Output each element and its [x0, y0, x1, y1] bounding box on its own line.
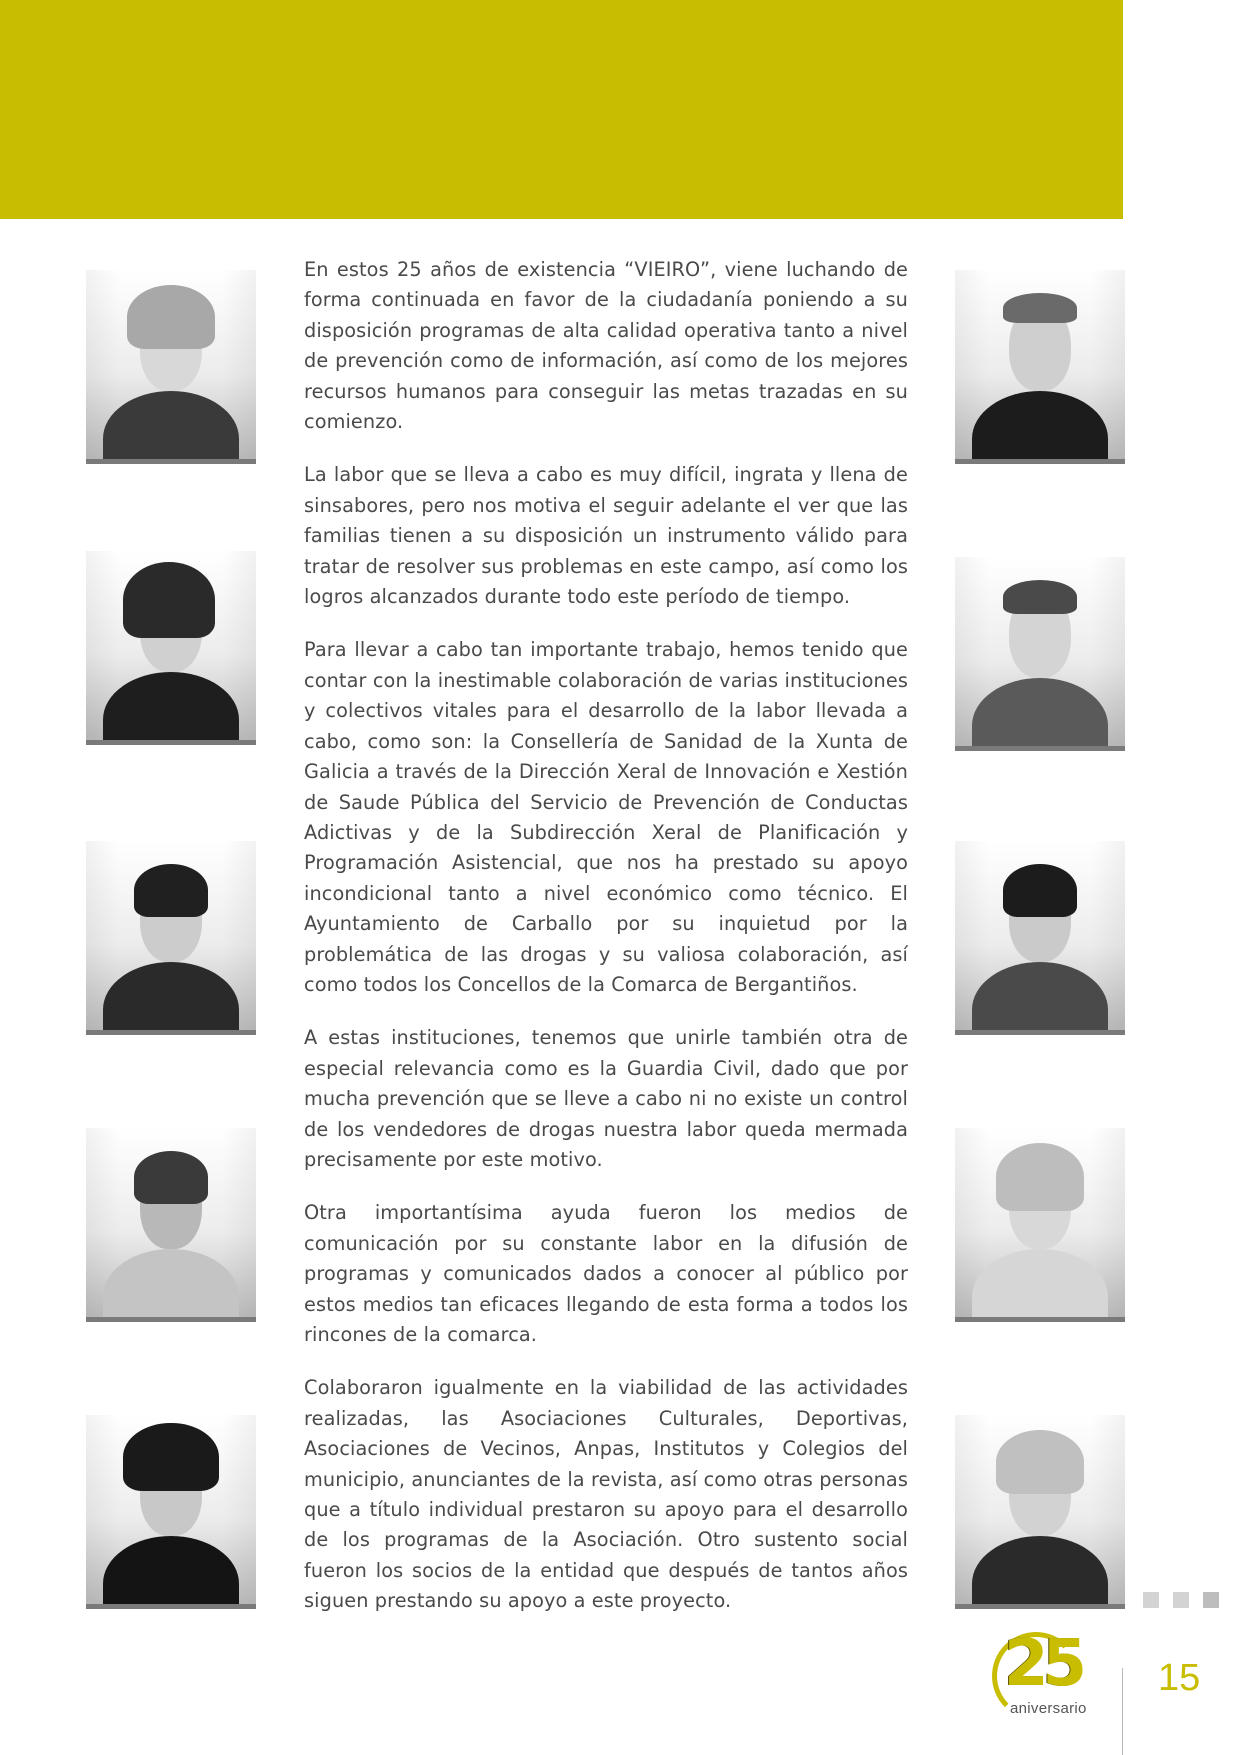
portrait-photo-left-1: [86, 270, 256, 464]
logo-number: 25: [1004, 1627, 1082, 1701]
portrait-photo-right-3: [955, 841, 1125, 1035]
portrait-photo-left-3: [86, 841, 256, 1035]
paragraph: Otra importantísima ayuda fueron los medios de comunicación por su constante labor en la difusión de programas y comunicados dados a conocer al público por estos medios tan eficaces llegando de esta forma a todos los rincones de la comarca.: [304, 1201, 908, 1346]
anniversary-logo: [992, 1628, 1102, 1720]
portrait-photo-right-2: [955, 557, 1125, 751]
portrait-photo-right-5: [955, 1415, 1125, 1609]
portrait-photo-right-4: [955, 1128, 1125, 1322]
logo-word: aniversario: [1010, 1700, 1087, 1717]
paragraph: La labor que se lleva a cabo es muy difícil, ingrata y llena de sinsabores, pero nos motiva el seguir adelante el ver que las familias tienen a su disposición un instrumento válido para tratar de resolver sus problemas en este campo, así como los logros alcanzados durante todo este período de tiempo.: [304, 463, 908, 609]
paragraph: Colaboraron igualmente en la viabilidad de las actividades realizadas, las Asociaciones Culturales, Deportivas, Asociaciones de Vecinos, Anpas, Institutos y Colegios del municipio, anunciantes de la revista, así como otras personas que a título individual prestaron su apoyo para el desarrollo de los programas de la Asociación. Otro sustento social fueron los socios de la entidad que después de tantos años siguen prestando su apoyo a este proyecto.: [304, 1376, 908, 1613]
decorative-squares: [1143, 1592, 1223, 1608]
portrait-photo-left-2: [86, 551, 256, 745]
portrait-photo-right-1: [955, 270, 1125, 464]
paragraph: En estos 25 años de existencia “VIEIRO”, viene luchando de forma continuada en favor de la ciudadanía poniendo a su disposición programas de alta calidad operativa tanto a nivel de prevención como de información, así como de los mejores recursos humanos para conseguir las metas trazadas en su comienzo.: [304, 258, 908, 434]
article-body: [304, 255, 908, 1640]
paragraph: Para llevar a cabo tan importante trabajo, hemos tenido que contar con la inestimable colaboración de varias instituciones y colectivos vitales para el desarrollo de la labor llevada a cabo, como son: la Consellería de Sanidad de la Xunta de Galicia a través de la Dirección Xeral de Innovación e Xestión de Saude Pública del Servicio de Prevención de Conductas Adictivas y de la Subdirección Xeral de Planificación y Programación Asistencial, que nos ha prestado su apoyo incondicional tanto a nivel económico como técnico. El Ayuntamiento de Carballo por su inquietud por la problemática de las drogas y su valiosa colaboración, así como todos los Concellos de la Comarca de Bergantiños.: [304, 638, 908, 996]
portrait-photo-left-5: [86, 1415, 256, 1609]
page-number: 15: [1158, 1657, 1201, 1699]
paragraph: A estas instituciones, tenemos que unirle también otra de especial relevancia como es la Guardia Civil, dado que por mucha prevención que se lleve a cabo ni no existe un control de los vendedores de drogas nuestra labor queda mermada precisamente por este motivo.: [304, 1026, 908, 1171]
portrait-photo-left-4: [86, 1128, 256, 1322]
footer-divider: [1122, 1668, 1123, 1755]
header-banner: [0, 0, 1123, 219]
